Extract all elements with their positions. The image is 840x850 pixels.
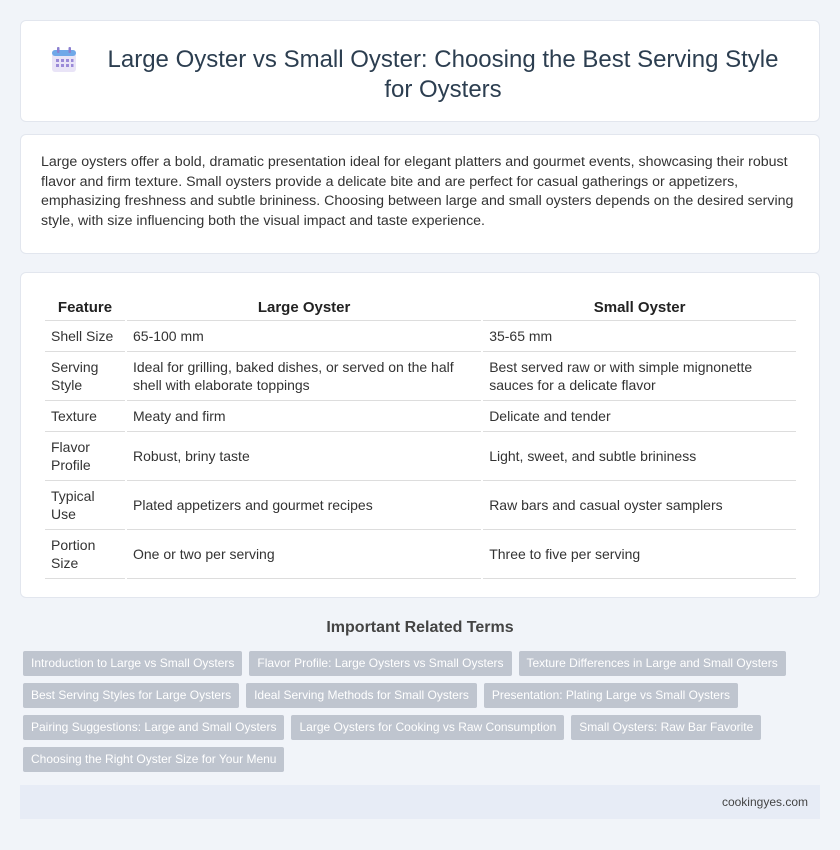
related-term-tag[interactable]: Ideal Serving Methods for Small Oysters (246, 683, 477, 708)
table-row (45, 432, 796, 481)
large-oyster-cell: Robust, briny taste (127, 432, 481, 481)
related-term-tag[interactable]: Flavor Profile: Large Oysters vs Small Oysters (249, 651, 511, 676)
feature-cell: Shell Size (45, 321, 125, 352)
feature-cell: Texture (45, 401, 125, 432)
large-oyster-cell: 65-100 mm (127, 321, 481, 352)
page-title: Large Oyster vs Small Oyster: Choosing the Best Serving Style for Oysters (107, 46, 779, 103)
related-term-tag[interactable]: Introduction to Large vs Small Oysters (23, 651, 242, 676)
related-term-tag[interactable]: Best Serving Styles for Large Oysters (23, 683, 239, 708)
feature-cell: Portion Size (45, 530, 125, 579)
large-oyster-cell: Meaty and firm (127, 401, 481, 432)
small-oyster-cell: Best served raw or with simple mignonette sauces for a delicate flavor (483, 352, 796, 401)
related-terms-title: Important Related Terms (326, 619, 514, 636)
related-term-tag[interactable]: Presentation: Plating Large vs Small Oysters (484, 683, 738, 708)
header-card (20, 20, 820, 122)
related-terms-list (23, 651, 813, 779)
feature-cell: Flavor Profile (45, 432, 125, 481)
table-row (45, 321, 796, 352)
header-large-oyster: Large Oyster (127, 295, 481, 321)
comparison-table (43, 295, 798, 579)
header-feature: Feature (45, 295, 125, 321)
related-term-tag[interactable]: Choosing the Right Oyster Size for Your Menu (23, 747, 284, 772)
intro-paragraph: Large oysters offer a bold, dramatic presentation ideal for elegant platters and gourmet events, showcasing their robust flavor and firm texture. Small oysters provide a delicate bite and are perfect for casual gatherings or appetizers, emphasizing freshness and subtle brininess. Choosing between large and small oysters depends on the desired serving style, with size influencing both the visual impact and taste experience. (41, 154, 794, 229)
related-term-tag[interactable]: Pairing Suggestions: Large and Small Oysters (23, 715, 284, 740)
table-row (45, 352, 796, 401)
table-header-row (45, 295, 796, 321)
table-row (45, 530, 796, 579)
large-oyster-cell: One or two per serving (127, 530, 481, 579)
calendar-icon (51, 47, 77, 73)
small-oyster-cell: Delicate and tender (483, 401, 796, 432)
large-oyster-cell: Plated appetizers and gourmet recipes (127, 481, 481, 530)
feature-cell: Typical Use (45, 481, 125, 530)
footer (20, 785, 820, 819)
large-oyster-cell: Ideal for grilling, baked dishes, or served on the half shell with elaborate toppings (127, 352, 481, 401)
related-term-tag[interactable]: Large Oysters for Cooking vs Raw Consumption (291, 715, 564, 740)
small-oyster-cell: Three to five per serving (483, 530, 796, 579)
comparison-card (20, 272, 820, 598)
intro-card (20, 134, 820, 254)
feature-cell: Serving Style (45, 352, 125, 401)
small-oyster-cell: Light, sweet, and subtle brininess (483, 432, 796, 481)
header-small-oyster: Small Oyster (483, 295, 796, 321)
small-oyster-cell: 35-65 mm (483, 321, 796, 352)
related-term-tag[interactable]: Texture Differences in Large and Small Oysters (519, 651, 786, 676)
footer-site-link[interactable]: cookingyes.com (721, 795, 808, 809)
related-term-tag[interactable]: Small Oysters: Raw Bar Favorite (571, 715, 761, 740)
table-row (45, 401, 796, 432)
small-oyster-cell: Raw bars and casual oyster samplers (483, 481, 796, 530)
table-row (45, 481, 796, 530)
